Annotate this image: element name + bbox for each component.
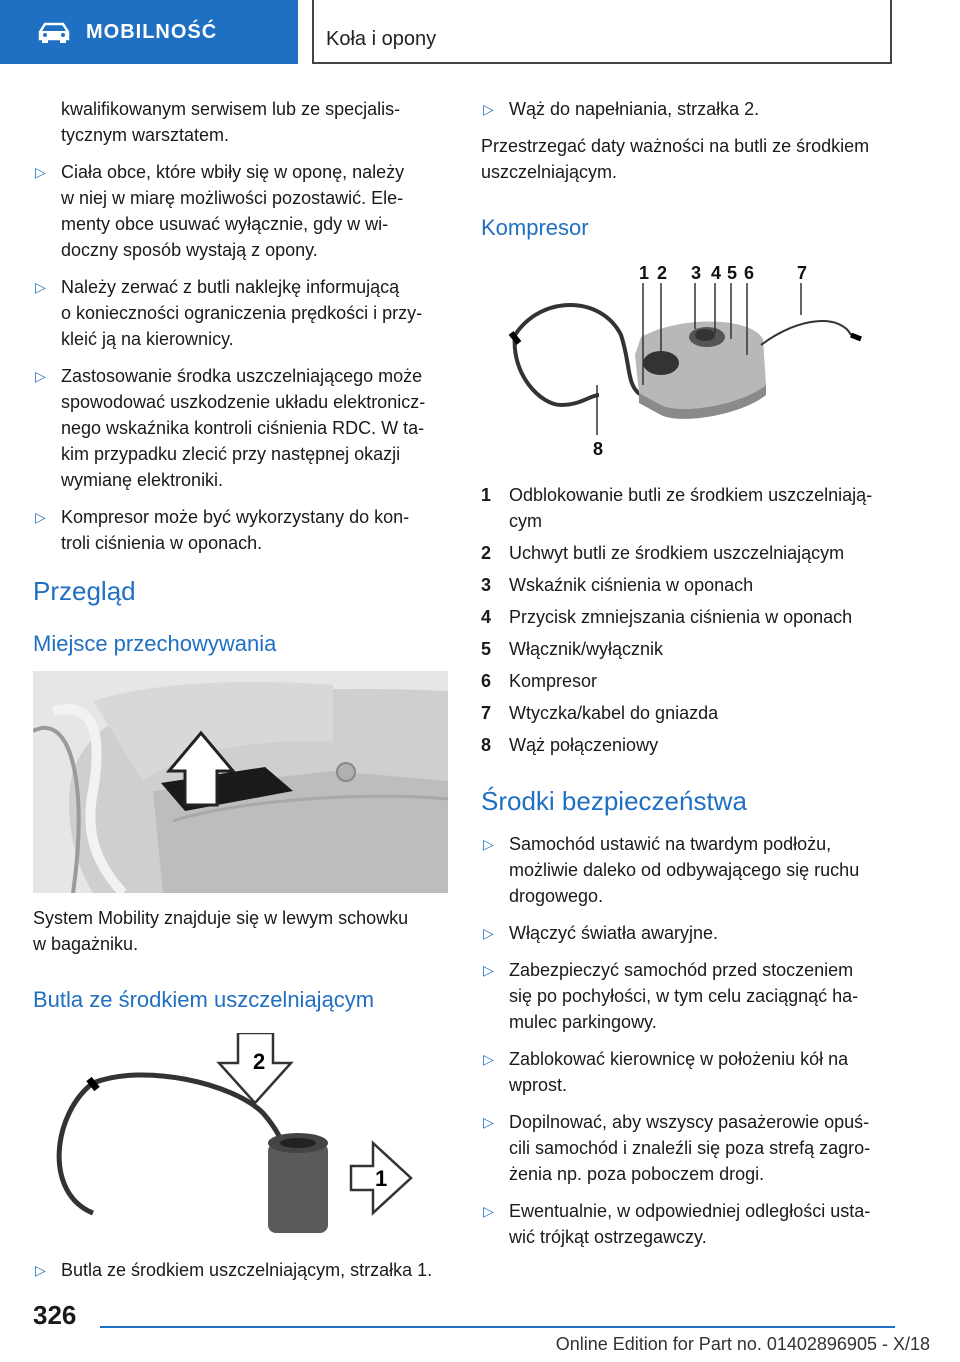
heading-compressor: Kompresor xyxy=(481,215,589,240)
legend-num: 5 xyxy=(481,639,492,659)
bullet-triangle-icon: ▷ xyxy=(483,101,494,117)
legend-text: Kompresor xyxy=(509,671,598,691)
bullet-triangle-icon: ▷ xyxy=(35,1262,46,1278)
list-item: ▷ Włączyć światła awaryjne. xyxy=(481,920,896,946)
section-tab xyxy=(0,0,298,64)
list-item: ▷ Zastosowanie środka uszczelniającego może spowodować uszkodzenie układu elektronicz- nego wskaźnika kontroli ciśnienia RDC. W ta- kim przypadku zlecić przy następnej okazji wymianę elektroniki. xyxy=(33,363,448,493)
legend-num: 4 xyxy=(481,607,492,627)
chapter-header xyxy=(312,0,892,64)
continued-text: kwalifikowanym serwisem lub ze specjalis- tycznym warsztatem. xyxy=(61,99,401,145)
legend-num: 3 xyxy=(481,575,492,595)
legend-text: Wskaźnik ciśnienia w oponach xyxy=(509,575,754,595)
list-item: ▷ Zabezpieczyć samochód przed stoczeniem się po pochyłości, w tym celu zaciągnąć ha- mulec parkingowy. xyxy=(481,957,896,1035)
car-icon xyxy=(36,20,72,44)
paragraph: Przestrzegać daty ważności na butli ze środkiem uszczelniającym. xyxy=(481,136,870,182)
legend-text: Przycisk zmniejszania ciśnienia w oponach xyxy=(509,607,853,627)
bullet-triangle-icon: ▷ xyxy=(483,836,494,852)
bullet-triangle-icon: ▷ xyxy=(483,962,494,978)
heading-overview: Przegląd xyxy=(33,576,136,606)
bullet-triangle-icon: ▷ xyxy=(483,1203,494,1219)
legend-num: 8 xyxy=(481,735,492,755)
fig-label-5: 5 xyxy=(727,263,738,283)
fig-label-6: 6 xyxy=(744,263,755,283)
legend-text: Wtyczka/kabel do gniazda xyxy=(509,703,719,723)
right-column xyxy=(481,96,896,1261)
bullet-triangle-icon: ▷ xyxy=(35,368,46,384)
footer-edition: Online Edition for Part no. 01402896905 - X/18 xyxy=(555,1334,930,1354)
storage-text: System Mobility znajduje się w lewym schowku w bagażniku. xyxy=(33,908,409,954)
legend-num: 1 xyxy=(481,485,492,505)
chapter-title: Koła i opony xyxy=(326,28,437,50)
heading-bottle: Butla ze środkiem uszczelniającym xyxy=(33,987,375,1012)
list-item: ▷ Samochód ustawić na twardym podłożu, możliwie daleko od odbywającego się ruchu drogowego. xyxy=(481,831,896,909)
trunk-storage-illustration xyxy=(33,671,448,893)
fig-label-4: 4 xyxy=(711,263,722,283)
bullet-triangle-icon: ▷ xyxy=(483,1051,494,1067)
legend-text: Uchwyt butli ze środkiem uszczelniającym xyxy=(509,543,845,563)
list-item: ▷ Ciała obce, które wbiły się w oponę, należy w niej w miarę możliwości pozostawić. Ele- menty obce usuwać wyłącznie, gdy w wi- doczny sposób wystają z opony. xyxy=(33,159,448,263)
sealant-bottle-illustration xyxy=(33,1033,448,1243)
list-item: ▷ Należy zerwać z butli naklejkę informującą o konieczności ograniczenia prędkości i przy- kleić ją na kierownicy. xyxy=(33,274,448,352)
fig-label-3: 3 xyxy=(691,263,702,283)
list-item: ▷ Wąż do napełniania, strzałka 2. xyxy=(481,96,896,122)
fig-label-2: 2 xyxy=(657,263,668,283)
fig-label-2: 2 xyxy=(253,1049,266,1074)
legend-text: Odblokowanie butli ze środkiem uszczelniają- cym xyxy=(509,485,873,531)
fig-label-1: 1 xyxy=(375,1166,388,1191)
heading-safety: Środki bezpieczeństwa xyxy=(481,786,747,816)
left-column xyxy=(33,96,448,1294)
legend-num: 6 xyxy=(481,671,492,691)
bullet-triangle-icon: ▷ xyxy=(35,164,46,180)
list-item: ▷ Ewentualnie, w odpowiedniej odległości usta- wić trójkąt ostrzegawczy. xyxy=(481,1198,896,1250)
section-tab-label: MOBILNOŚĆ xyxy=(86,20,218,43)
fig-label-1: 1 xyxy=(639,263,650,283)
bullet-triangle-icon: ▷ xyxy=(35,509,46,525)
compressor-legend xyxy=(481,482,896,758)
list-item: ▷ Butla ze środkiem uszczelniającym, strzałka 1. xyxy=(33,1257,448,1283)
bullet-triangle-icon: ▷ xyxy=(35,279,46,295)
legend-text: Wąż połączeniowy xyxy=(509,735,659,755)
legend-num: 2 xyxy=(481,543,492,563)
compressor-illustration xyxy=(481,255,896,470)
legend-num: 7 xyxy=(481,703,492,723)
bullet-triangle-icon: ▷ xyxy=(483,1114,494,1130)
list-item: ▷ Zablokować kierownicę w położeniu kół na wprost. xyxy=(481,1046,896,1098)
bullet-triangle-icon: ▷ xyxy=(483,925,494,941)
footer-divider xyxy=(100,1326,895,1328)
page-number: 326 xyxy=(33,1300,77,1330)
legend-text: Włącznik/wyłącznik xyxy=(509,639,664,659)
list-item: ▷ Kompresor może być wykorzystany do kon- troli ciśnienia w oponach. xyxy=(33,504,448,556)
list-item: ▷ Dopilnować, aby wszyscy pasażerowie opuś- cili samochód i znaleźli się poza strefą zagro- żenia np. poza poboczem drogi. xyxy=(481,1109,896,1187)
fig-label-8: 8 xyxy=(593,439,604,459)
fig-label-7: 7 xyxy=(797,263,808,283)
heading-storage: Miejsce przechowywania xyxy=(33,631,277,656)
